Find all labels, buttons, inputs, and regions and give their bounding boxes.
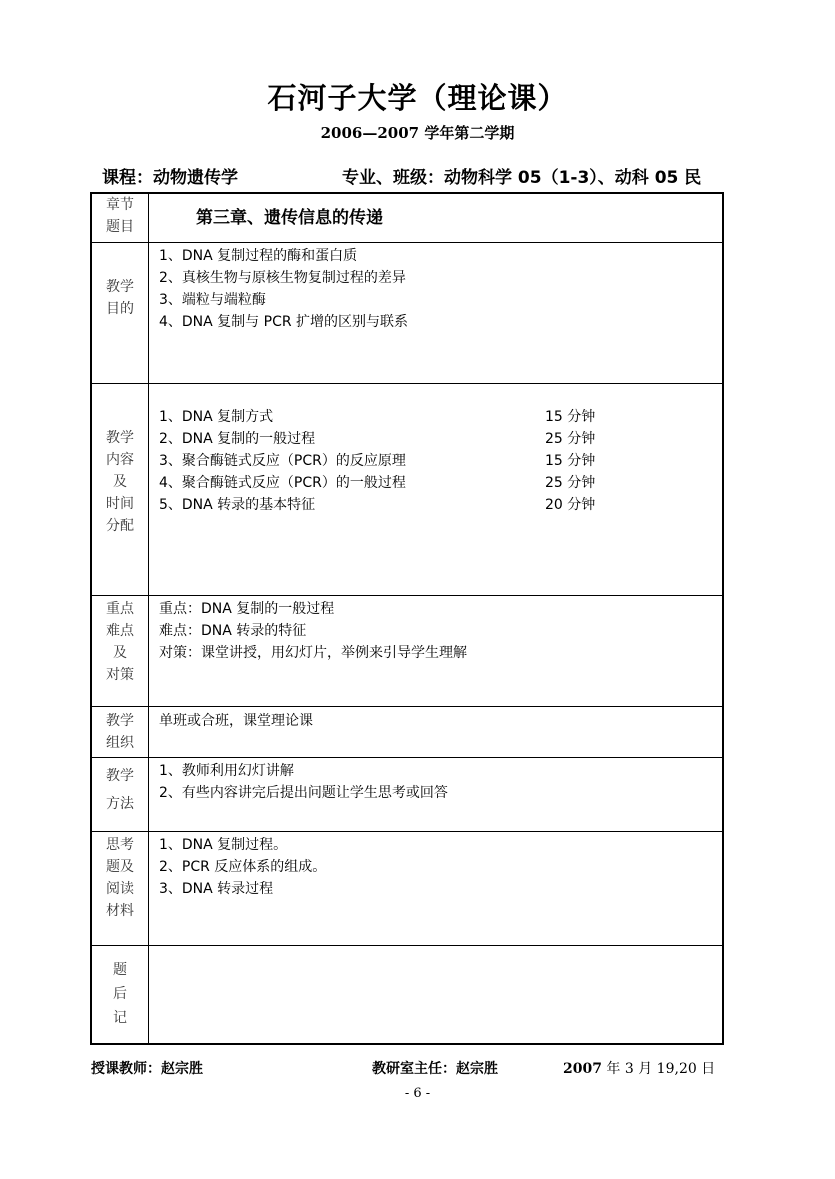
topic-minutes: 25 分钟 [545,474,596,491]
label-line: 难点 [106,622,134,639]
label-line: 记 [113,1010,127,1027]
page-title: 石河子大学（理论课） [267,81,568,115]
date-text: 年 3 月 19,20 日 [601,1061,716,1077]
label-line: 阅读 [106,880,134,897]
date-label [563,1058,715,1078]
semester-label: 2006—2007 学年第二学期 [320,124,515,142]
label-line: 教学 [106,712,134,729]
label-line: 及 [113,644,127,661]
date-year: 2007 [563,1061,602,1077]
organization-value: 单班或合班，课堂理论课 [159,712,313,729]
list-item [159,472,722,494]
reading-label [91,831,149,945]
list-item [159,450,722,472]
list-item: 1、DNA 复制过程。 [159,836,288,853]
label-line: 教学 [106,278,134,295]
topic-text: 4、聚合酶链式反应（PCR）的一般过程 [159,474,406,491]
teacher-label: 授课教师：赵宗胜 [91,1061,203,1077]
label-line: 后 [113,986,127,1003]
label-line: 章节 [106,197,134,213]
topic-text: 1、DNA 复制方式 [159,408,274,425]
label-line: 题目 [106,219,134,235]
topic-text: 5、DNA 转录的基本特征 [159,496,316,513]
topic-text: 3、聚合酶链式反应（PCR）的反应原理 [159,452,406,469]
organization-content [149,706,724,757]
list-item: 2、PCR 反应体系的组成。 [159,858,327,875]
list-item: 1、DNA 复制过程的酶和蛋白质 [159,247,358,264]
chapter-value-cell [149,193,724,242]
list-item: 1、教师利用幻灯讲解 [159,762,294,779]
methods-row [91,757,723,831]
list-item [159,406,722,428]
list-item [159,494,722,516]
label-line: 内容 [106,452,134,468]
organization-row [91,706,723,757]
postscript-row [91,945,723,1044]
organization-label [91,706,149,757]
topic-minutes: 25 分钟 [545,430,596,447]
label-line: 教学 [106,430,134,446]
list-item: 3、端粒与端粒酶 [159,291,266,308]
topic-minutes: 15 分钟 [545,408,596,425]
label-line: 重点 [106,600,134,617]
list-item: 重点：DNA 复制的一般过程 [159,600,335,617]
topic-minutes: 15 分钟 [545,452,596,469]
content-schedule [149,383,724,595]
list-item: 难点：DNA 转录的特征 [159,622,307,639]
reading-content [149,831,724,945]
list-item [159,428,722,450]
keypoints-label [91,595,149,706]
objectives-row [91,242,723,383]
label-line: 方法 [106,795,134,812]
chapter-row [91,193,723,242]
keypoints-row [91,595,723,706]
label-line: 教学 [106,767,134,784]
label-line: 目的 [106,300,134,317]
label-line: 时间 [106,496,134,512]
label-line: 材料 [106,902,134,919]
topic-minutes: 20 分钟 [545,496,596,513]
label-line: 题 [113,962,127,979]
keypoints-content [149,595,724,706]
page-number: - 6 - [404,1086,431,1101]
major-class-label: 专业、班级：动物科学 05（1-3）、动科 05 民 [342,168,702,188]
methods-label [91,757,149,831]
list-item: 2、真核生物与原核生物复制过程的差异 [159,269,406,286]
postscript-content [149,945,724,1044]
label-line: 思考 [106,836,134,853]
reading-row [91,831,723,945]
postscript-label [91,945,149,1044]
course-label: 课程：动物遗传学 [102,168,238,188]
label-line: 对策 [106,666,134,683]
chapter-title: 第三章、遗传信息的传递 [196,208,383,228]
methods-content [149,757,724,831]
list-item: 3、DNA 转录过程 [159,880,274,897]
label-line: 题及 [106,858,134,875]
label-line: 及 [113,474,127,490]
label-line: 分配 [106,518,134,534]
objectives-label [91,242,149,383]
director-label: 教研室主任：赵宗胜 [372,1061,498,1077]
list-item: 对策：课堂讲授，用幻灯片，举例来引导学生理解 [159,644,467,661]
list-item: 4、DNA 复制与 PCR 扩增的区别与联系 [159,313,409,330]
content-label [91,383,149,595]
objectives-content [149,242,724,383]
chapter-label [91,193,149,242]
content-row [91,383,723,595]
label-line: 组织 [106,734,134,751]
list-item: 2、有些内容讲完后提出问题让学生思考或回答 [159,784,448,801]
lesson-plan-table [90,192,724,1045]
topic-text: 2、DNA 复制的一般过程 [159,430,316,447]
